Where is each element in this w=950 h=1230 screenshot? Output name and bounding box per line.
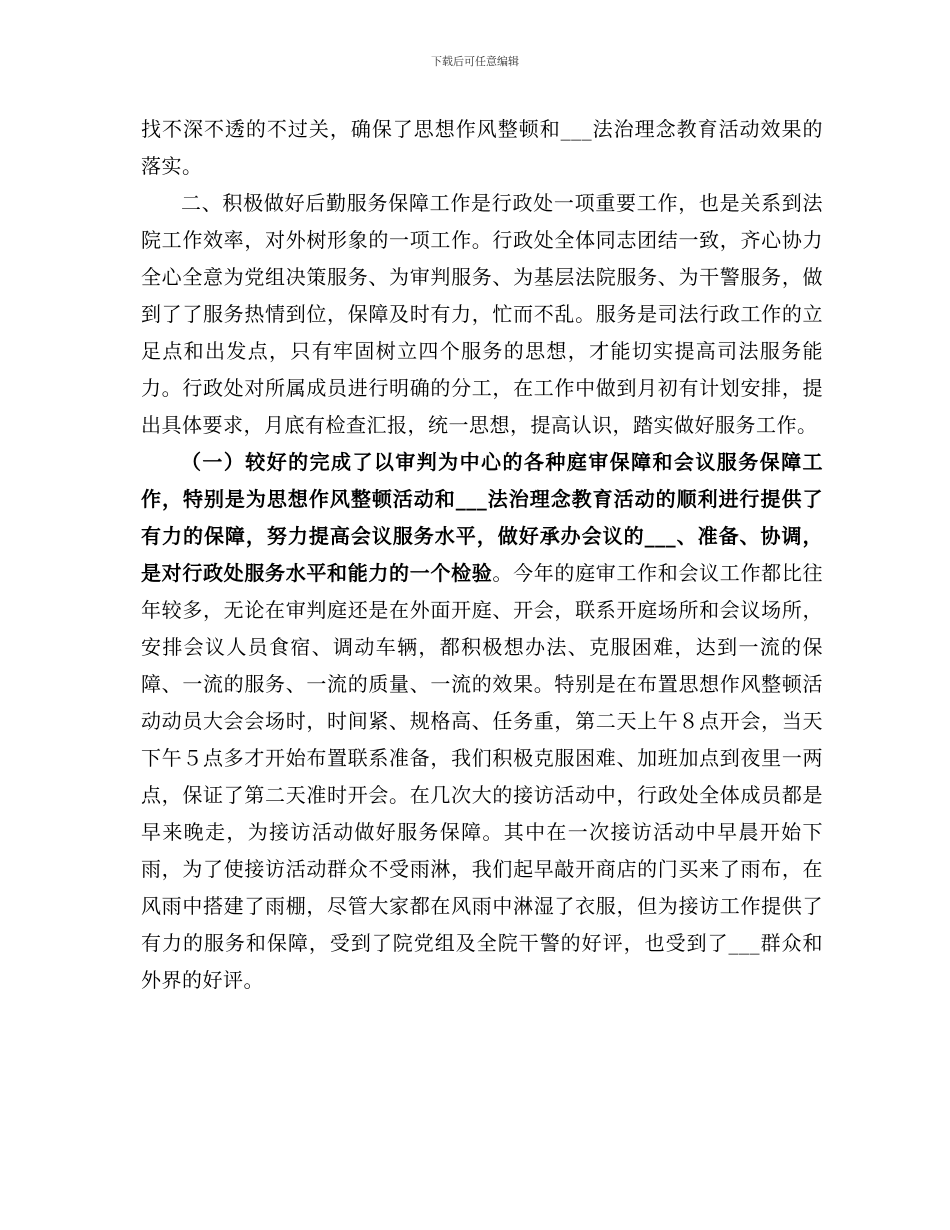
paragraph-3-bold-lead: （一）较好的完成了以审判为中心的各种庭审保障和会议服务保障工作，特别是为思想作风整顿活动和___法治理念教育活动的顺利进行提供了有力的保障，努力提高会议服务水平，做好承办会议的___、准备、协调，是对行政处服务水平和能力的一个检验 [141,450,823,585]
paragraph-1: 找不深不透的不过关，确保了思想作风整顿和___法治理念教育活动效果的落实。 [141,117,823,178]
paragraph-3 [141,444,823,999]
paragraph-3-body: 。今年的庭审工作和会议工作都比往年较多，无论在审判庭还是在外面开庭、开会，联系开庭场所和会议场所，安排会议人员食宿、调动车辆，都积极想办法、克服困难，达到一流的保障、一流的服务、一流的质量、一流的效果。特别是在布置思想作风整顿活动动员大会会场时，时间紧、规格高、任务重，第二天上午８点开会，当天下午５点多才开始布置联系准备，我们积极克服困难、加班加点到夜里一两点，保证了第二天准时开会。在几次大的接访活动中，行政处全体成员都是早来晚走，为接访活动做好服务保障。其中在一次接访活动中早晨开始下雨，为了使接访活动群众不受雨淋，我们起早敲开商店的门买来了雨布，在风雨中搭建了雨棚，尽管大家都在风雨中淋湿了衣服，但为接访工作提供了有力的服务和保障，受到了院党组及全院干警的好评，也受到了___群众和外界的好评。 [141,561,823,992]
paragraph-2: 二、积极做好后勤服务保障工作是行政处一项重要工作，也是关系到法院工作效率，对外树形象的一项工作。行政处全体同志团结一致，齐心协力全心全意为党组决策服务、为审判服务、为基层法院服务、为干警服务，做到了了服务热情到位，保障及时有力，忙而不乱。服务是司法行政工作的立足点和出发点，只有牢固树立四个服务的思想，才能切实提高司法服务能力。行政处对所属成员进行明确的分工，在工作中做到月初有计划安排，提出具体要求，月底有检查汇报，统一思想，提高认识，踏实做好服务工作。 [141,191,823,437]
page-header: 下载后可任意编辑 [431,55,519,68]
document-body [141,110,823,999]
